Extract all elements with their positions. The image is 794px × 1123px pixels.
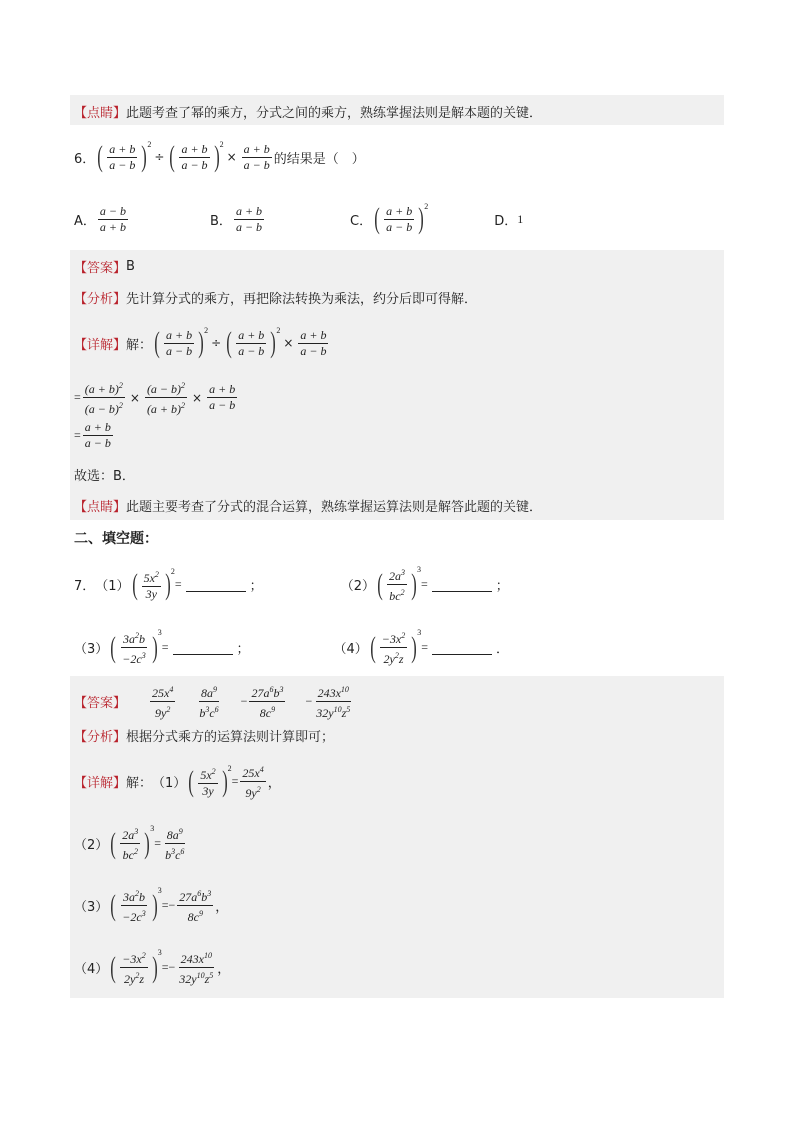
answer7-3: $\frac{27a^6b^3}{8c^9}$ <box>249 682 285 721</box>
analysis7-line: 【分析】 根据分式乘方的运算法则计算即可； <box>74 730 335 745</box>
q6-term-2: ( $\frac{a + b}{a - b}$ ) 2 <box>169 140 224 173</box>
q7-item2-blank <box>432 577 492 592</box>
option-c-label: C． <box>350 213 373 229</box>
q7-item1-expr: ( $\frac{5x^2}{3y}$ ) 2 <box>131 567 175 601</box>
option-b-label: B． <box>210 213 232 229</box>
detail7-step1: 【详解】 解： （1） ( $\frac{5x^2}{3y}$ ) 2 = $\frac{25x^4}{9y^2}$ ， <box>74 764 281 800</box>
option-d-label: D． <box>494 213 518 229</box>
answer6-line: 【答案】 B <box>74 259 135 276</box>
answer7-4: $\frac{243x^{10}}{32y^{10}z^5}$ <box>314 682 352 721</box>
q6-suffix: 的结果是（ ） <box>273 151 365 167</box>
answer6-value: B <box>126 259 135 274</box>
q7-item2-expr: ( $\frac{2a^3}{bc^2}$ ) 3 <box>377 565 421 603</box>
q7-item3-blank <box>173 640 233 655</box>
detail6-step3: = $\frac{a + b}{a - b}$ <box>74 420 111 450</box>
q6-options <box>74 202 523 236</box>
option-a-label: A． <box>74 213 96 229</box>
detail6-line: 【详解】 解： ( $\frac{a + b}{a - b}$ ) 2 ÷ ( $\frac{a + b}{a - b}$ ) 2 × $\frac{a + b}{a - b}$ <box>74 326 327 359</box>
q6-term-1: ( $\frac{a + b}{a - b}$ ) 2 <box>97 140 152 173</box>
dianjing-tag: 【点睛】 <box>74 106 127 121</box>
q7-item4-expr: ( $\frac{-3x^2}{2y^2z}$ ) 3 <box>370 628 422 666</box>
q6-line: 6． ( $\frac{a + b}{a - b}$ ) 2 ÷ ( $\frac{a + b}{a - b}$ ) 2 × $\frac{a + b}{a - b}$ 的结果是（ ） <box>74 140 365 173</box>
dianjing-line <box>74 102 542 121</box>
section2-title: 二、填空题： <box>74 531 158 547</box>
dianjing-text: 此题考查了幂的乘方，分式之间的乘方，熟练掌握法则是解本题的关键． <box>126 106 543 121</box>
detail6-step2: = $\frac{(a + b)^2}{(a - b)^2}$ × $\frac{(a - b)^2}{(a + b)^2}$ × $\frac{a + b}{a - b}$ <box>74 378 239 417</box>
q7-row2: （3） ( $\frac{3a^2b}{-2c^3}$ ) 3 = ； （4） ( $\frac{-3x^2}{2y^2z}$ ) 3 = ． <box>74 628 510 666</box>
q6-term-3: $\frac{a + b}{a - b}$ <box>243 141 270 172</box>
q6-number: 6． <box>74 151 96 167</box>
detail7-step2: （2） ( $\frac{2a^3}{bc^2}$ ) 3 = $\frac{8a^9}{b^3c^6}$ <box>74 824 185 862</box>
q7-item4-blank <box>432 640 492 655</box>
option-d-value: 1 <box>517 211 524 226</box>
q7-item3-expr: ( $\frac{3a^2b}{-2c^3}$ ) 3 <box>110 628 162 666</box>
option-b-value: $\frac{a + b}{a - b}$ <box>235 203 263 234</box>
detail7-step3: （3） ( $\frac{3a^2b}{-2c^3}$ ) 3 = − $\frac{27a^6b^3}{8c^9}$ ， <box>74 886 229 924</box>
answer7-1: $\frac{25x^4}{9y^2}$ <box>150 682 175 721</box>
analysis6-line: 【分析】 先计算分式的乘方，再把除法转换为乘法，约分后即可得解． <box>74 292 478 307</box>
q7-item1-blank <box>186 577 246 592</box>
answer7-line: 【答案】 $\frac{25x^4}{9y^2}$ $\frac{8a^9}{b^3c^6}$ − $\frac{27a^6b^3}{8c^9}$ − $\frac{243x^{10}}{32y^{10}z^5}$ <box>74 682 354 721</box>
answer7-2: $\frac{8a^9}{b^3c^6}$ <box>197 682 220 721</box>
choose6-line: 故选：B． <box>74 469 135 484</box>
q7-row1: 7． （1） ( $\frac{5x^2}{3y}$ ) 2 = ； （2） ( $\frac{2a^3}{bc^2}$ ) 3 = ； <box>74 565 509 603</box>
detail7-step4: （4） ( $\frac{-3x^2}{2y^2z}$ ) 3 = − $\frac{243x^{10}}{32y^{10}z^5}$ ， <box>74 948 231 986</box>
dianjing6-line: 【点睛】 此题主要考查了分式的混合运算，熟练掌握运算法则是解答此题的关键． <box>74 500 543 515</box>
option-a-value: $\frac{a - b}{a + b}$ <box>99 203 127 234</box>
option-c-value: ( $\frac{a + b}{a - b}$ ) 2 <box>374 202 429 235</box>
